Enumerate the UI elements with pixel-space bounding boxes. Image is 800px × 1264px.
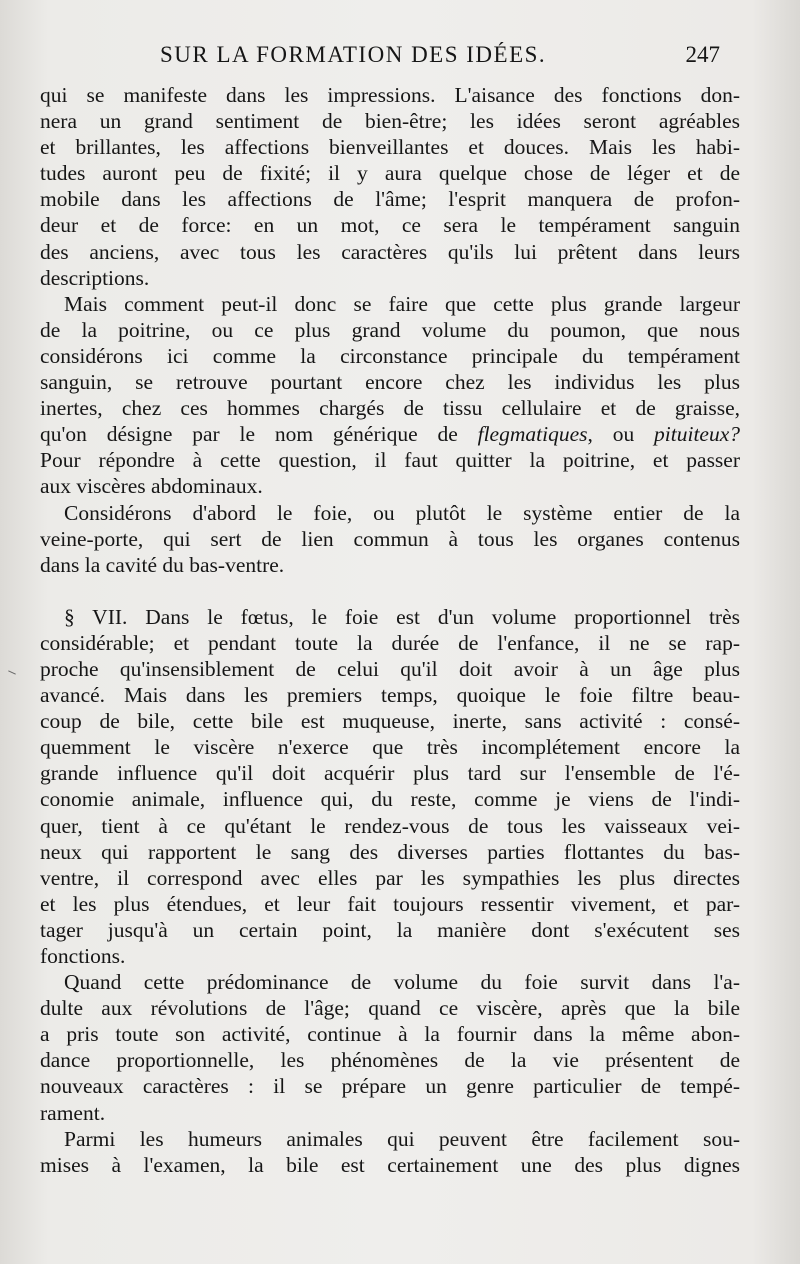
text-line: Considérons d'abord le foie, ou plutôt le système entier de la [64, 500, 740, 525]
running-title: SUR LA FORMATION DES IDÉES. [160, 42, 547, 67]
text-line: sanguin, se retrouve pourtant encore chez les individus les plus [40, 370, 740, 395]
italic-term: pituiteux? [654, 422, 741, 447]
text-segment: , ou [587, 422, 655, 447]
text-line: proche qu'insensiblement de celui qu'il doit avoir à un âge plus [40, 656, 740, 681]
text-line: avancé. Mais dans les premiers temps, quoique le foie filtre beau- [40, 683, 740, 708]
text-line: a pris toute son activité, continue à la fournir dans la même abon- [40, 1022, 740, 1047]
text-line: fonctions. [40, 944, 126, 968]
text-line: ventre, il correspond avec elles par les sympathies les plus directes [40, 865, 740, 890]
text-line: tudes auront peu de fixité; il y aura quelque chose de léger et de [40, 161, 740, 186]
text-line: aux viscères abdominaux. [40, 474, 263, 499]
text-line: Mais comment peut-il donc se faire que cette plus grande largeur [64, 291, 740, 316]
text-line: des anciens, avec tous les caractères qu'ils lui prêtent dans leurs [40, 239, 740, 264]
text-line: considérable; et pendant toute la durée de l'enfance, il ne se rap- [40, 630, 740, 655]
text-line: qui se manifeste dans les impressions. L'aisance des fonctions don- [40, 83, 740, 107]
text-line: et les plus étendues, et leur fait toujours ressentir vivement, et par- [40, 891, 740, 916]
text-line: de la poitrine, ou ce plus grand volume du poumon, que nous [40, 317, 740, 342]
text-line: dance proportionnelle, les phénomènes de la vie présentent de [40, 1048, 740, 1073]
italic-term: flegmatiques [477, 422, 588, 447]
text-line: Pour répondre à cette question, il faut quitter la poitrine, et passer [40, 448, 740, 473]
text-line: considérons ici comme la circonstance principale du tempérament [40, 343, 740, 368]
text-line: descriptions. [40, 265, 150, 290]
text-line: mises à l'examen, la bile est certainement une des plus dignes [40, 1152, 740, 1177]
text-line: § VII. Dans le fœtus, le foie est d'un volume proportionnel très [64, 604, 740, 629]
text-segment: qu'on désigne par le nom générique de [40, 422, 478, 447]
text-line: rament. [40, 1100, 106, 1125]
margin-mark [8, 670, 16, 674]
text-line: dans la cavité du bas-ventre. [40, 552, 285, 577]
text-line: et brillantes, les affections bienveillantes et douces. Mais les habi- [40, 135, 740, 160]
running-head [40, 42, 720, 76]
text-line: inertes, chez ces hommes chargés de tissu cellulaire et de graisse, [40, 396, 740, 421]
text-line: quer, tient à ce qu'étant le rendez-vous de tous les vaisseaux vei- [40, 813, 740, 838]
text-line: grande influence qu'il doit acquérir plus tard sur l'ensemble de l'é- [40, 761, 740, 786]
text-line: Quand cette prédominance de volume du foie survit dans l'a- [64, 970, 740, 995]
text-line: neux qui rapportent le sang des diverses parties flottantes du bas- [40, 839, 740, 864]
text-line: quemment le viscère n'exerce que très incomplétement encore la [40, 735, 740, 760]
text-line-mixed [40, 421, 740, 447]
text-line: conomie animale, influence qui, du reste, comme je viens de l'indi- [40, 787, 740, 812]
text-line: coup de bile, cette bile est muqueuse, inerte, sans activité : consé- [40, 709, 740, 734]
section-gap [40, 578, 740, 604]
text-line: Parmi les humeurs animales qui peuvent être facilement sou- [64, 1126, 740, 1151]
text-line: deur et de force: en un mot, ce sera le tempérament sanguin [40, 213, 740, 238]
page-number: 247 [685, 42, 720, 67]
text-line: tager jusqu'à un certain point, la manière dont s'exécutent ses [40, 917, 740, 942]
text-line: nouveaux caractères : il se prépare un genre particulier de tempé- [40, 1074, 740, 1099]
text-line: dulte aux révolutions de l'âge; quand ce viscère, après que la bile [40, 996, 740, 1021]
text-line: nera un grand sentiment de bien-être; les idées seront agréables [40, 109, 740, 134]
body-text [40, 82, 740, 1178]
text-line: veine-porte, qui sert de lien commun à tous les organes contenus [40, 526, 740, 551]
text-line: mobile dans les affections de l'âme; l'esprit manquera de profon- [40, 187, 740, 212]
